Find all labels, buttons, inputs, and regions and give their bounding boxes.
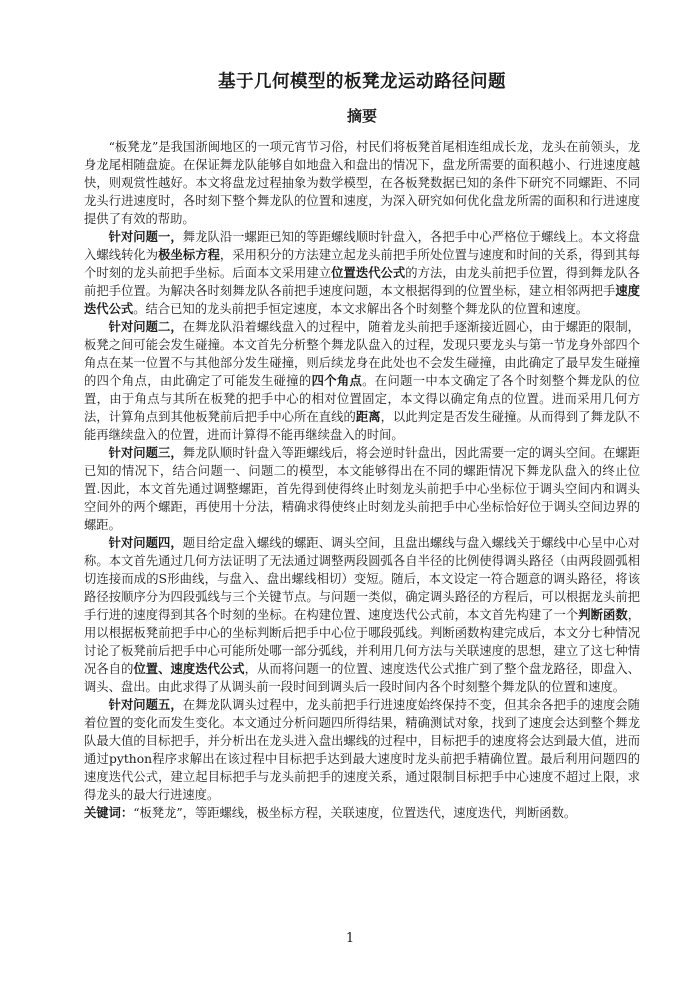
p1-bold-1: 极坐标方程 [158, 248, 220, 262]
p4-bold-2: 位置、速度迭代公式 [133, 662, 245, 676]
problem-2-paragraph [84, 318, 640, 444]
p2-bold-1: 四个角点 [311, 374, 363, 388]
abstract-page [84, 70, 640, 822]
p2-bold-2: 距离 [355, 410, 381, 424]
problem-3-lead: 针对问题三， [108, 446, 183, 460]
p1-text-1: 舞龙队沿一螺距已知的等距螺线顺时针盘入，各把手中心严格位于螺线上。本文将盘入螺线转化为 [84, 230, 640, 262]
problem-1-lead: 针对问题一， [108, 230, 183, 244]
p2-text-2: 。在问题一中本文确定了各个时刻整个舞龙队的位置，由于角点与其所在板凳的把手中心的相对位置固定，本文得以确定角点的位置。进而采用几何方法，计算角点到其他板凳前后把手中心所在直线的 [84, 374, 640, 424]
keywords-line [84, 804, 640, 822]
problem-5-lead: 针对问题五， [108, 698, 183, 712]
problem-4-paragraph [84, 534, 640, 696]
problem-2-lead: 针对问题二， [108, 320, 183, 334]
p4-text-2: ，用以根据板凳前把手中心的坐标判断后把手中心位于哪段弧线。判断函数构建完成后，本文分七种情况讨论了板凳前后把手中心可能所处哪一部分弧线，并利用几何方法与关联速度的思想，建立了这七种情况各自的 [84, 608, 640, 676]
p4-bold-1: 判断函数 [578, 608, 628, 622]
p4-text-3: ，从而将问题一的位置、速度迭代公式推广到了整个盘龙路径，即盘入、调头、盘出。由此求得了从调头前一段时间到调头后一段时间内各个时刻整个舞龙队的位置和速度。 [84, 662, 640, 694]
p5-text-1: 在舞龙队调头过程中，龙头前把手行进速度始终保持不变，但其余各把手的速度会随着位置的变化而发生变化。本文通过分析问题四所得结果，精确测试对象，找到了速度会达到整个舞龙队最大值的目标把手，并分析出在龙头进入盘出螺线的过程中，目标把手的速度将会达到最大值，进而通过python程序求解出在该过程中目标把手达到最大速度时龙头前把手精确位置。最后利用问题四的速度迭代公式，建立起目标把手与龙头前把手的速度关系，通过限制目标把手中心速度不超过上限，求得龙头的最大行进速度。 [84, 698, 640, 802]
p1-text-3: 的方法，由龙头前把手位置，得到舞龙队各前把手位置。为解决各时刻舞龙队各前把手速度问题，本文根据得到的位置坐标，建立相邻两把手 [84, 266, 640, 298]
p3-text-1: 舞龙队顺时针盘入等距螺线后，将会逆时针盘出，因此需要一定的调头空间。在螺距已知的情况下，结合问题一、问题二的模型，本文能够得出在不同的螺距情况下舞龙队盘入的终止位置.因此，本文首先通过调整螺距，首先得到使得终止时刻龙头前把手中心坐标位于调头空间内和调头空间外的两个螺距，再使用十分法，精确求得使终止时刻龙头前把手中心坐标恰好位于调头空间边界的螺距。 [84, 446, 640, 532]
problem-1-paragraph [84, 228, 640, 318]
p2-text-3: ，以此判定是否发生碰撞。从而得到了舞龙队不能再继续盘入的位置，进而计算得不能再继续盘入的时间。 [84, 410, 640, 442]
keywords-label: 关键词： [84, 806, 134, 820]
paper-title: 基于几何模型的板凳龙运动路径问题 [218, 72, 506, 92]
p1-text-2: ，采用积分的方法建立起龙头前把手所处位置与速度和时间的关系，得到其每个时刻的龙头前把手坐标。后面本文采用建立 [84, 248, 640, 280]
intro-paragraph: “板凳龙”是我国浙闽地区的一项元宵节习俗，村民们将板凳首尾相连组成长龙，龙头在前领头，龙身龙尾相随盘旋。在保证舞龙队能够自如地盘入和盘出的情况下，盘龙所需要的面积越小、行进速度越快，则观赏性越好。本文将盘龙过程抽象为数学模型，在各板凳数据已知的条件下研究不同螺距、不同龙头行进速度时，各时刻下整个舞龙队的位置和速度，为深入研究如何优化盘龙所需的面积和行进速度提供了有效的帮助。 [84, 140, 640, 226]
page-number: 1 [345, 931, 355, 946]
keywords-text: “板凳龙”，等距螺线，极坐标方程，关联速度，位置迭代，速度迭代，判断函数。 [133, 806, 577, 820]
abstract-heading: 摘要 [346, 107, 377, 125]
problem-5-paragraph [84, 696, 640, 804]
problem-4-lead: 针对问题四， [108, 536, 183, 550]
p4-text-1: 题目给定盘入螺线的螺距、调头空间，且盘出螺线与盘入螺线关于螺线中心呈中心对称。本文首先通过几何方法证明了无法通过调整两段圆弧各自半径的比例使得调头路径（由两段圆弧相切连接而成的S形曲线，与盘入、盘出螺线相切）变短。随后，本文设定一符合题意的调头路径，将该路径按顺序分为四段弧线与三个关键节点。与问题一类似，确定调头路径的方程后，可以根据龙头前把手行进的速度得到其各个时刻的坐标。在构建位置、速度迭代公式前，本文首先构建了一个 [84, 536, 640, 622]
p1-bold-3: 速度迭代公式 [84, 284, 640, 316]
p1-text-4: 。结合已知的龙头前把手恒定速度，本文求解出各个时刻整个舞龙队的位置和速度。 [133, 302, 589, 316]
p2-text-1: 在舞龙队沿着螺线盘入的过程中，随着龙头前把手逐渐接近圆心，由于螺距的限制，板凳之间可能会发生碰撞。本文首先分析整个舞龙队盘入的过程，发现只要龙头与第一节龙身外部四个角点在某一位置不与其他部分发生碰撞，则后续龙身在此处也不会发生碰撞，由此确定了最早发生碰撞的四个角点，由此确定了可能发生碰撞的 [84, 320, 640, 388]
problem-3-paragraph [84, 444, 640, 534]
p1-bold-2: 位置迭代公式 [331, 266, 406, 280]
